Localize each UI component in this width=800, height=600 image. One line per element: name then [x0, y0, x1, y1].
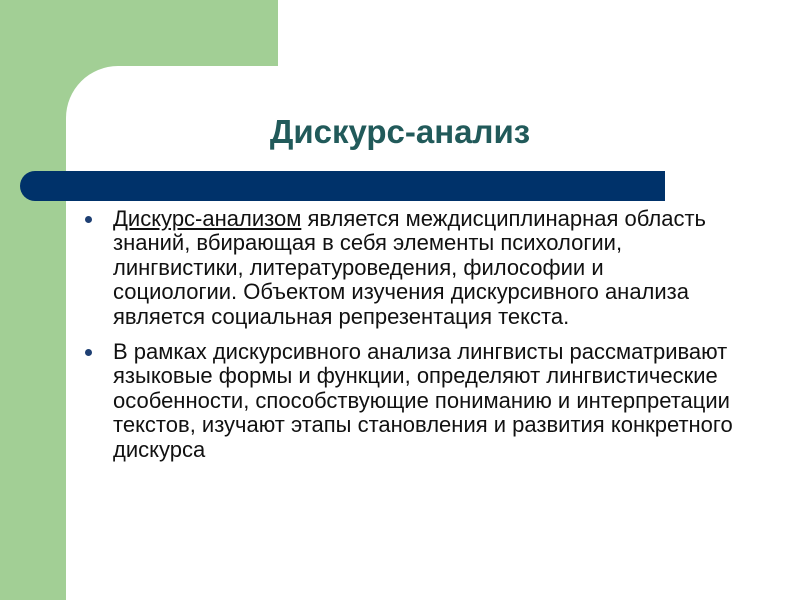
slide-title: Дискурс-анализ: [269, 113, 531, 150]
discourse-analysis-link[interactable]: Дискурс-анализом: [113, 206, 302, 231]
title-underline-bar: [20, 171, 665, 201]
bullet-item-linguists: [83, 340, 733, 462]
bullet-list: [83, 207, 733, 473]
bullet-item-definition: [83, 207, 733, 329]
bullet-dot-icon: [85, 349, 92, 356]
bullet-text-linguists: В рамках дискурсивного анализа лингвисты рассматривают языковые формы и функции, определяют лингвистические особенности, способствующие пониманию и интерпретации текстов, изучают этапы становления и развития конкретного дискурса: [113, 339, 733, 462]
bullet-dot-icon: [85, 216, 92, 223]
bullet-text-definition: является междисциплинарная область знаний, вбирающая в себя элементы психологии, лингвистики, литературоведения, философии и социологии. Объектом изучения дискурсивного анализа является социальная репрезентация текста.: [113, 206, 707, 329]
